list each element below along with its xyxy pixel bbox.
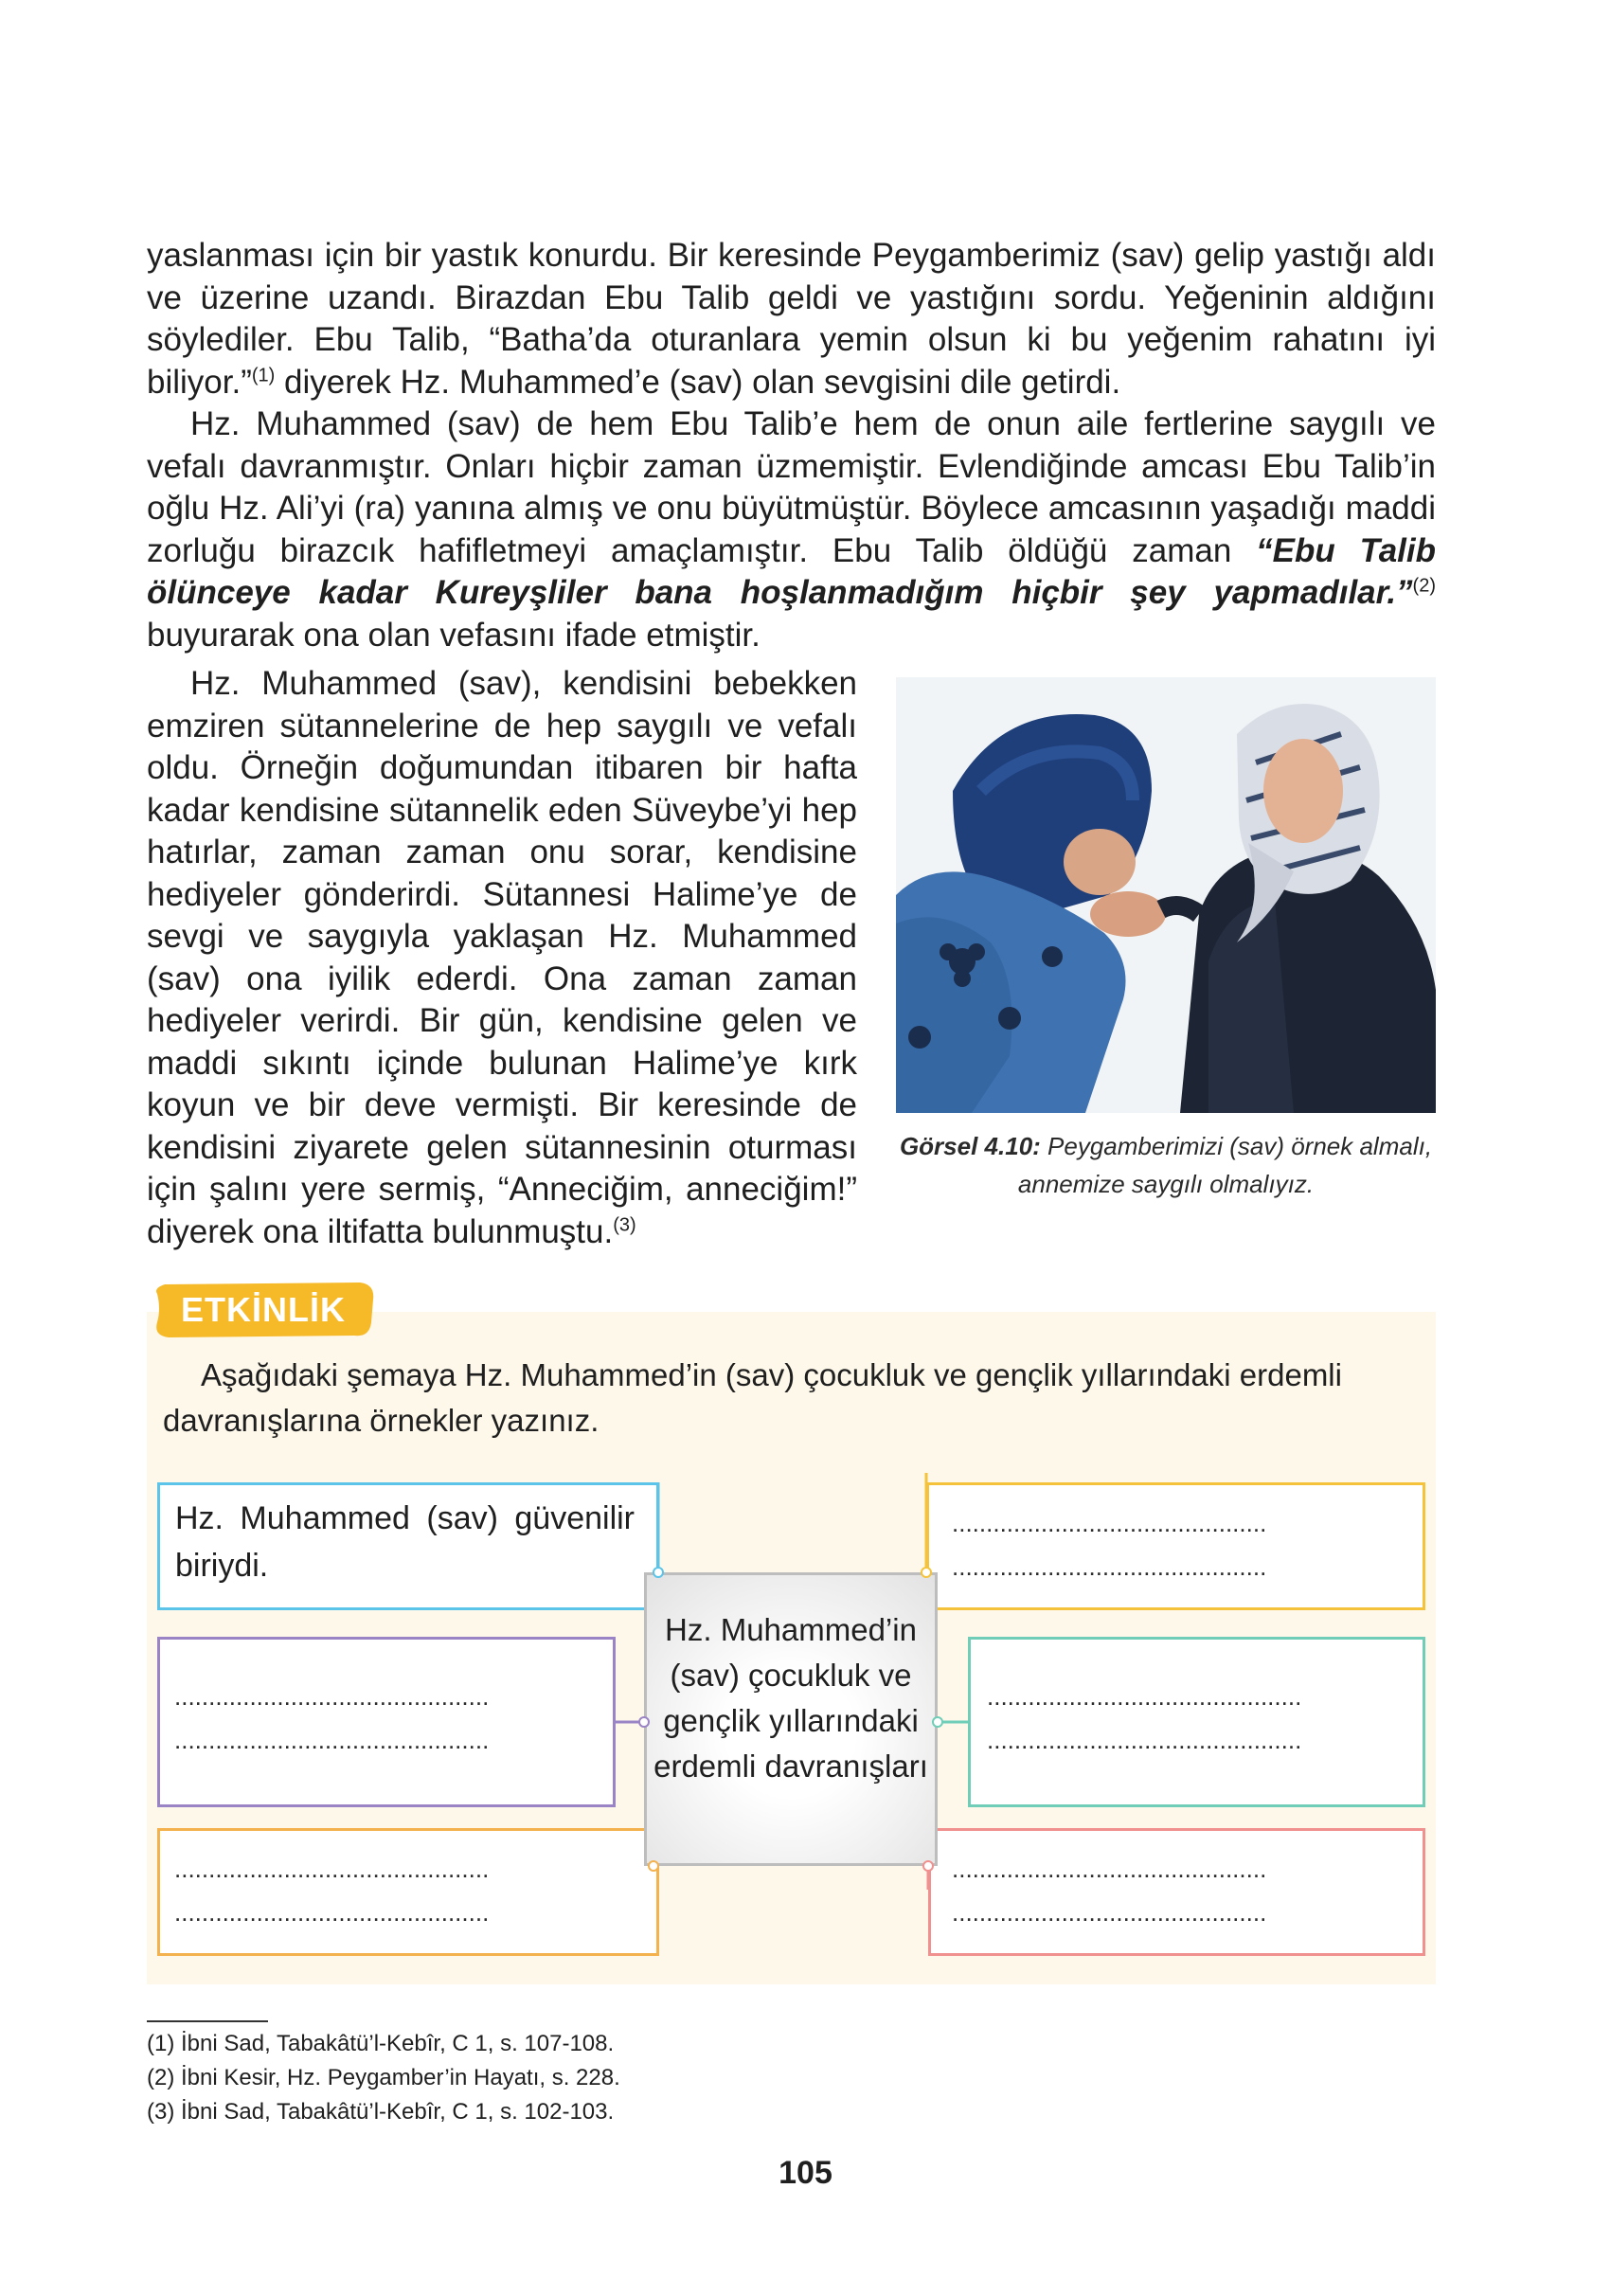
connector-joint [932, 1716, 943, 1728]
connector-joint [653, 1567, 664, 1578]
footnote-ref-1: (1) [251, 364, 276, 386]
center-concept-box [644, 1572, 938, 1866]
paragraph-1-text: yaslanması için bir yastık konurdu. Bir keresinde Peygamberimiz (sav) gelip yastığı aldı ve üzerine uzandı. Birazdan Ebu Talib geldi ve yastığını sordu. Yeğeninin aldığını söylediler. Ebu Talib, “Batha’da oturanlara yemin olsun ki bu yeğenim rahatını iyi biliyor.” [147, 237, 1436, 401]
footnote-3: (3) İbni Sad, Tabakâtü’l-Kebîr, C 1, s. 102-103. [147, 2099, 615, 2125]
paragraph-2-text-end: buyurarak ona olan vefasını ifade etmiştir. [147, 616, 761, 654]
connector-joint [638, 1716, 650, 1728]
page-number: 105 [779, 2155, 832, 2191]
right-box-3-line-1: .............................................. [952, 1855, 1267, 1883]
right-box-2-line-1: .............................................. [987, 1682, 1302, 1711]
quote-ebu-talib: “Ebu Talib ölünceye kadar Kureyşliler bana hoşlanmadığım hiçbir şey yapmadılar.” [147, 531, 1436, 611]
left-box-3-line-1: .............................................. [174, 1855, 490, 1883]
activity-tag-label: ETKİNLİK [181, 1290, 346, 1329]
paragraph-2-text: Hz. Muhammed (sav) de hem Ebu Talib’e hem de onun aile fertlerine saygılı ve vefalı davranmıştır. Onları hiçbir zaman üzmemiştir. Evlendiğinde amcası Ebu Talib’in oğlu Hz. Ali’yi (ra) yanına almış ve onu büyütmüştür. Böylece amcasının yaşadığı maddi zorluğu birazcık hafifletmeyi amaçlamıştır. Ebu Talib öldüğü zaman [147, 405, 1436, 569]
paragraph-3-text: Hz. Muhammed (sav), kendisini bebekken emziren sütannelerine de hep saygılı ve vefalı oldu. Örneğin doğumundan itibaren bir hafta kadar kendisine sütannelik eden Süveybe’yi hep hatırlar, zaman zaman onu sorar, kendisine hediyeler gönderirdi. Sütannesi Halime’ye de sevgi ve saygıyla yaklaşan Hz. Muhammed (sav) ona iyilik ederdi. Ona zaman zaman hediyeler verirdi. Bir gün, kendisine gelen ve maddi sıkıntı içinde bulunan Halime’ye kırk koyun ve bir deve vermişti. Bir keresinde de kendisini ziyarete gelen sütannesinin oturması için şalını yere sermiş, “Anneciğim, anneciğim!” diyerek ona iltifatta bulunmuştu. [147, 665, 857, 1250]
footnote-rule [147, 2020, 268, 2022]
right-box-1-line-2: .............................................. [952, 1552, 1267, 1581]
right-box-1-line-1: .............................................. [952, 1509, 1267, 1537]
footnote-1: (1) İbni Sad, Tabakâtü’l-Kebîr, C 1, s. 107-108. [147, 2031, 615, 2056]
footnote-2: (2) İbni Kesir, Hz. Peygamber’in Hayatı, s. 228. [147, 2065, 620, 2090]
figure-caption-text: Peygamberimizi (sav) örnek almalı, annemize saygılı olmalıyız. [1017, 1132, 1433, 1198]
example-box-text: Hz. Muhammed (sav) güvenilir biriydi. [175, 1500, 635, 1584]
right-box-3-line-2: .............................................. [952, 1898, 1267, 1927]
right-box-2-line-2: .............................................. [987, 1726, 1302, 1754]
activity-instruction-text: Aşağıdaki şemaya Hz. Muhammed’in (sav) çocukluk ve gençlik yıllarındaki erdemli davranışlarına örnekler yazınız. [163, 1357, 1342, 1438]
connector-joint [922, 1860, 934, 1872]
left-box-2-line-1: .............................................. [174, 1682, 490, 1711]
connector-joint [921, 1567, 932, 1578]
left-box-2-line-2: .............................................. [174, 1726, 490, 1754]
center-concept-text: Hz. Muhammed’in (sav) çocukluk ve gençlik yıllarındaki erdemli davranışları [653, 1612, 928, 1784]
footnote-ref-2: (2) [1412, 575, 1436, 597]
figure-label: Görsel 4.10: [899, 1132, 1041, 1160]
footnote-ref-3: (3) [613, 1213, 636, 1235]
paragraph-1-text-end: diyerek Hz. Muhammed’e (sav) olan sevgisini dile getirdi. [275, 363, 1121, 401]
left-box-3-line-2: .............................................. [174, 1898, 490, 1927]
connector-joint [648, 1860, 659, 1872]
